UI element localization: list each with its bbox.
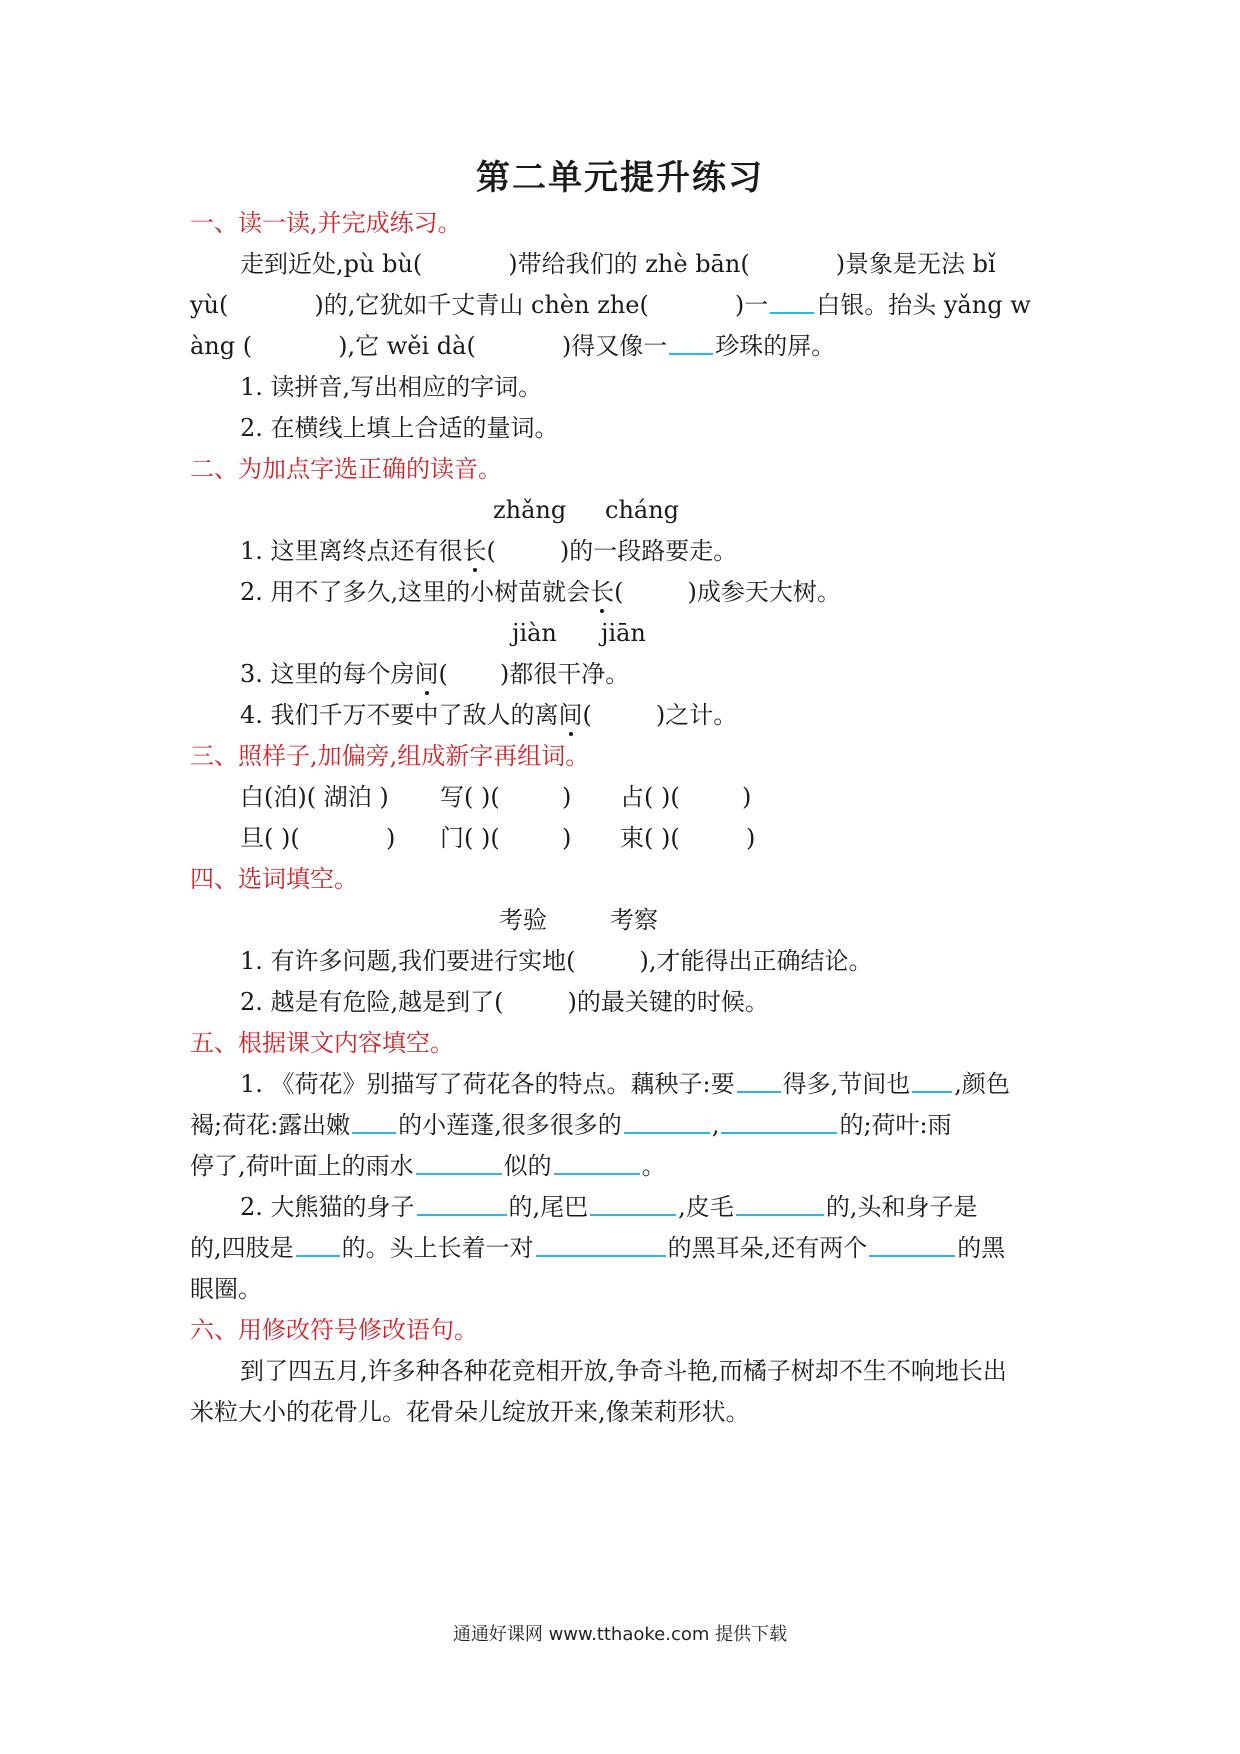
s1-question-2: 2. 在横线上填上合适的量词。 [240, 414, 559, 442]
exercise-item: 旦( )( [240, 824, 300, 852]
s5-line-4 [240, 1184, 1060, 1230]
text: yù( [190, 291, 229, 319]
pinyin-option: jiàn [512, 619, 557, 647]
text: 2. 越是有危险,越是到了( [240, 988, 504, 1016]
text: 1. 这里离终点还有很 [240, 537, 463, 565]
text: 的黑 [957, 1234, 1006, 1262]
text: ,皮毛 [678, 1193, 734, 1221]
text: )都很干净。 [499, 660, 630, 688]
text: 停了,荷叶面上的雨水 [190, 1152, 414, 1180]
s5-line-1 [240, 1061, 1060, 1107]
text: 珍珠的屏。 [715, 332, 836, 360]
s5-line-5 [190, 1225, 1060, 1271]
exercise-item: ) [742, 783, 752, 811]
blank-line[interactable] [352, 1102, 396, 1134]
text: 3. 这里的每个房 [240, 660, 415, 688]
blank-line[interactable] [416, 1143, 502, 1175]
text: 的小莲蓬,很多很多的 [398, 1111, 622, 1139]
blank-line[interactable] [624, 1102, 710, 1134]
text: 4. 我们千万不要中了敌人的离 [240, 701, 559, 729]
text: , [711, 1111, 720, 1139]
text: ( [486, 537, 496, 565]
dotted-char: 长 [463, 528, 487, 574]
text: )之计。 [655, 701, 738, 729]
text: ( [582, 701, 592, 729]
pinyin-option: zhǎng [493, 496, 567, 524]
section-5-heading: 五、根据课文内容填空。 [190, 1029, 454, 1057]
word-option: 考察 [610, 906, 658, 934]
s2-pinyin-options-2 [190, 610, 1060, 656]
pinyin-option: cháng [605, 496, 680, 524]
text: 2. 用不了多久,这里的小树苗就会 [240, 578, 591, 606]
s5-line-6: 眼圈。 [190, 1275, 262, 1303]
s1-passage-line-1 [240, 241, 1060, 287]
page-title: 第二单元提升练习 [476, 158, 764, 198]
exercise-item: 束( )( [620, 824, 680, 852]
word-option: 考验 [499, 906, 547, 934]
exercise-item: 占( )( [620, 783, 680, 811]
blank-line[interactable] [869, 1225, 955, 1257]
dotted-char: 间 [559, 692, 583, 738]
text: 似的 [503, 1152, 552, 1180]
exercise-item: ) [562, 824, 572, 852]
text: ),才能得出正确结论。 [639, 947, 873, 975]
text: 得多,节间也 [782, 1070, 911, 1098]
s3-row-2 [240, 815, 1060, 861]
text: )的最关键的时候。 [567, 988, 769, 1016]
text: )景象是无法 bǐ [835, 250, 996, 278]
s5-line-3 [190, 1143, 1060, 1189]
blank-line[interactable] [912, 1061, 952, 1093]
text: 褐;荷花:露出嫩 [190, 1111, 351, 1139]
s5-line-2 [190, 1102, 1060, 1148]
blank-line[interactable] [536, 1225, 666, 1257]
text: 走到近处,pù bù( [240, 250, 423, 278]
text: ),它 wěi dà( [338, 332, 476, 360]
dotted-char: 长 [590, 569, 614, 615]
text: 1. 有许多问题,我们要进行实地( [240, 947, 576, 975]
text: 的;荷叶:雨 [839, 1111, 952, 1139]
text: 的黑耳朵,还有两个 [667, 1234, 868, 1262]
text: àng ( [190, 332, 253, 360]
s2-question-2 [240, 569, 1060, 615]
exercise-item: 写( )( [440, 783, 500, 811]
footer-credit: 通通好课网 www.tthaoke.com 提供下载 [452, 1624, 788, 1645]
s2-question-4 [240, 692, 1060, 738]
s6-line-2: 米粒大小的花骨儿。花骨朵儿绽放开来,像茉莉形状。 [190, 1398, 750, 1426]
blank-line[interactable] [736, 1184, 824, 1216]
text: 的。头上长着一对 [341, 1234, 534, 1262]
section-6-heading: 六、用修改符号修改语句。 [190, 1316, 478, 1344]
blank-line[interactable] [296, 1225, 340, 1257]
blank-line[interactable] [669, 323, 713, 355]
exercise-item: ) [746, 824, 756, 852]
text: 的,头和身子是 [825, 1193, 978, 1221]
s4-question-2 [240, 979, 1060, 1025]
text: )带给我们的 zhè bān( [508, 250, 750, 278]
text: )成参天大树。 [687, 578, 841, 606]
blank-line[interactable] [770, 282, 814, 314]
text: ,颜色 [954, 1070, 1010, 1098]
text: ( [438, 660, 448, 688]
text: 白银。抬头 yǎng w [816, 291, 1031, 319]
example-item: 白(泊)( 湖泊 ) [240, 783, 389, 811]
text: )的一段路要走。 [559, 537, 738, 565]
blank-line[interactable] [590, 1184, 676, 1216]
section-1-heading: 一、读一读,并完成练习。 [190, 209, 462, 237]
s1-question-1: 1. 读拼音,写出相应的字词。 [240, 373, 543, 401]
s2-question-1 [240, 528, 1060, 574]
pinyin-option: jiān [601, 619, 646, 647]
section-2-heading: 二、为加点字选正确的读音。 [190, 455, 502, 483]
s6-line-1: 到了四五月,许多种各种花竞相开放,争奇斗艳,而橘子树却不生不响地长出 [240, 1357, 1007, 1385]
text: ( [614, 578, 624, 606]
text: 2. 大熊猫的身子 [240, 1193, 415, 1221]
s2-question-3 [240, 651, 1060, 697]
text: 。 [641, 1152, 666, 1180]
s3-row-1 [240, 774, 1060, 820]
text: )一 [734, 291, 769, 319]
section-3-heading: 三、照样子,加偏旁,组成新字再组词。 [190, 742, 590, 770]
s2-pinyin-options-1 [190, 487, 1060, 533]
text: 的,尾巴 [508, 1193, 589, 1221]
text: 1. 《荷花》别描写了荷花各的特点。藕秧子:要 [240, 1070, 735, 1098]
section-4-heading: 四、选词填空。 [190, 865, 358, 893]
blank-line[interactable] [737, 1061, 781, 1093]
blank-line[interactable] [554, 1143, 640, 1175]
s4-question-1 [240, 938, 1060, 984]
s1-passage-line-3 [190, 323, 1060, 369]
exercise-item: ) [562, 783, 572, 811]
s4-word-options [190, 897, 1060, 943]
exercise-item: 门( )( [440, 824, 500, 852]
exercise-item: ) [386, 824, 396, 852]
text: )得又像一 [561, 332, 668, 360]
text: 的,四肢是 [190, 1234, 294, 1262]
blank-line[interactable] [721, 1102, 837, 1134]
s1-passage-line-2 [190, 282, 1060, 328]
text: )的,它犹如千丈青山 chèn zhe( [314, 291, 649, 319]
blank-line[interactable] [417, 1184, 507, 1216]
dotted-char: 间 [415, 651, 439, 697]
